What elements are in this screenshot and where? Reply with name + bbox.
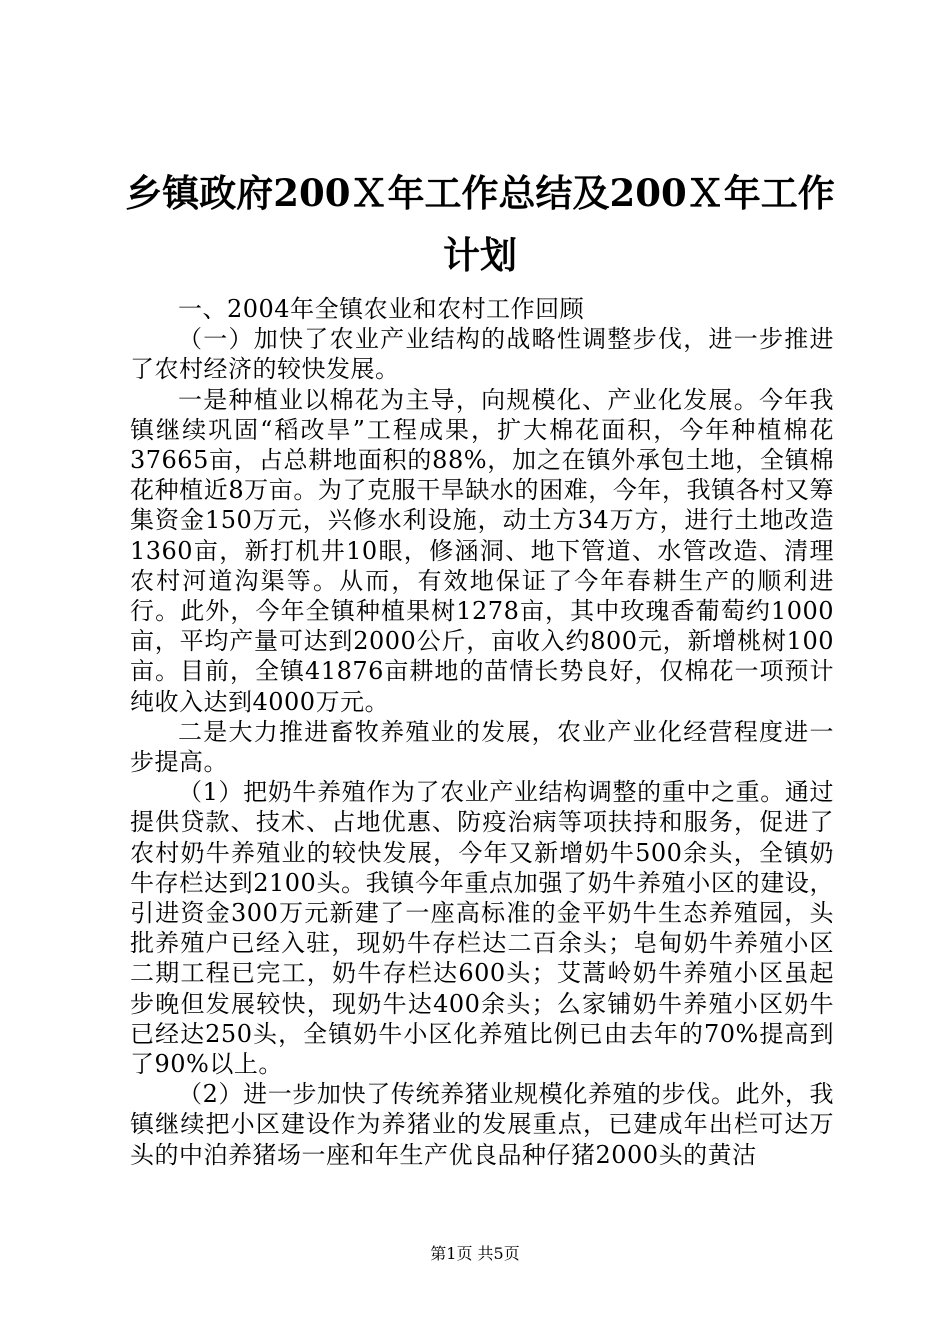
document-title: 乡镇政府200Ｘ年工作总结及200Ｘ年工作计划 (125, 171, 835, 277)
paragraph-planting: 一是种植业以棉花为主导，向规模化、产业化发展。今年我镇继续巩固“稻改旱”工程成果，扩大棉花面积，今年种植棉花37665亩，占总耕地面积的88%，加之在镇外承包土地，全镇棉花种植近8万亩。为了克服干旱缺水的困难，今年，我镇各村又筹集资金150万元，兴修水利设施，动土方34万方，进行土地改造1360亩，新打机井10眼，修涵洞、地下管道、水管改造、清理农村河道沟渠等。从而，有效地保证了今年春耕生产的顺利进行。此外，今年全镇种植果树1278亩，其中玫瑰香葡萄约1000亩，平均产量可达到2000公斤，亩收入约800元，新增桃树100亩。目前，全镇41876亩耕地的苗情长势良好，仅棉花一项预计纯收入达到4000万元。 (130, 385, 834, 716)
document-body (130, 294, 834, 1170)
page-footer: 第1页 共5页 (430, 1244, 520, 1263)
paragraph-subheading: （一）加快了农业产业结构的战略性调整步伐，进一步推进了农村经济的较快发展。 (130, 325, 834, 384)
paragraph-pig-farming: （2）进一步加快了传统养猪业规模化养殖的步伐。此外，我镇继续把小区建设作为养猪业的发展重点，已建成年出栏可达万头的中泊养猪场一座和年生产优良品种仔猪2000头的黄沽 (130, 1080, 834, 1169)
paragraph-section-heading: 一、2004年全镇农业和农村工作回顾 (178, 295, 585, 323)
paragraph-livestock: 二是大力推进畜牧养殖业的发展，农业产业化经营程度进一步提高。 (130, 717, 834, 777)
paragraph-dairy: （1）把奶牛养殖作为了农业产业结构调整的重中之重。通过提供贷款、技术、占地优惠、防疫治病等项扶持和服务，促进了农村奶牛养殖业的较快发展，今年又新增奶牛500余头，全镇奶牛存栏达到2100头。我镇今年重点加强了奶牛养殖小区的建设，引进资金300万元新建了一座高标准的金平奶牛生态养殖园，头批养殖户已经入驻，现奶牛存栏达二百余头；皂甸奶牛养殖小区二期工程已完工，奶牛存栏达600头；艾蒿岭奶牛养殖小区虽起步晚但发展较快，现奶牛达400余头；么家铺奶牛养殖小区奶牛已经达250头，全镇奶牛小区化养殖比例已由去年的70%提高到了90%以上。 (130, 778, 834, 1079)
